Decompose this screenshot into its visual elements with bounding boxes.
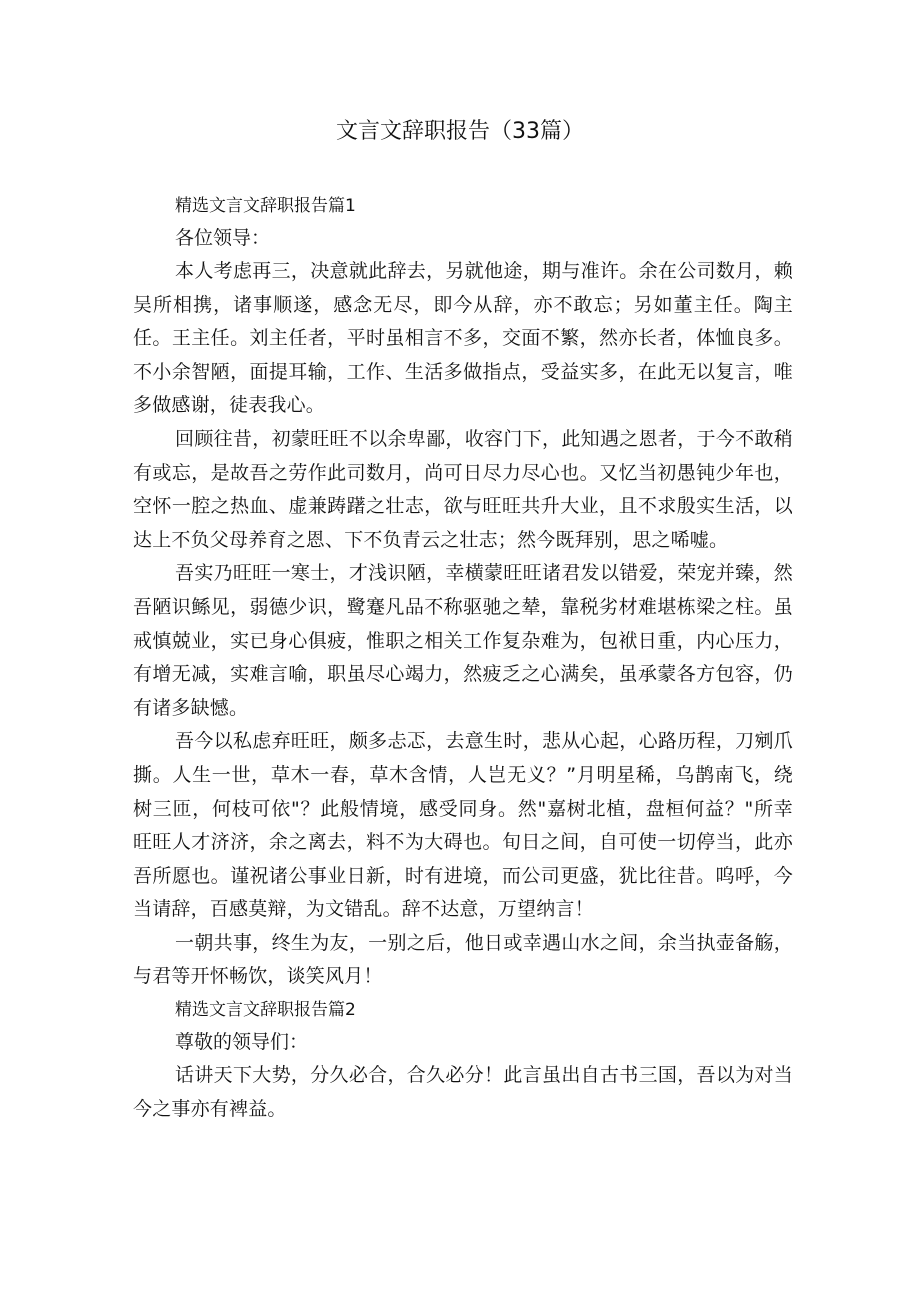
paragraph: 本人考虑再三，决意就此辞去，另就他途，期与准许。余在公司数月，赖吴所相携，诸事顺遂，感念无尽，即今从辞，亦不敢忘；另如董主任。陶主任。王主任。刘主任者，平时虽相言不多，交面不繁，然亦长者，体恤良多。不小余智陋，面提耳输，工作、生活多做指点，受益实多，在此无以复言，唯多做感谢，徒表我心。 (133, 260, 793, 417)
paragraph: 吾实乃旺旺一寒士，才浅识陋，幸横蒙旺旺诸君发以错爱，荣宠并臻，然吾陋识鲧见，弱德少识，鹭蹇凡品不称驱驰之辇，靠税劣材难堪栋梁之柱。虽戒慎兢业，实已身心俱疲，惟职之相关工作复杂难为，包袱日重，内心压力，有增无减，实难言喻，职虽尽心竭力，然疲乏之心满矣，虽承蒙各方包容，仍有诸多缺憾。 (133, 562, 793, 719)
paragraph: 回顾往昔，初蒙旺旺不以余卑鄙，收容门下，此知遇之恩者，于今不敢稍有或忘，是故吾之劳作此司数月，尚可日尽力尽心也。又忆当初愚钝少年也，空怀一腔之热血、虚兼踌躇之壮志，欲与旺旺共升大业，且不求殷实生活，以达上不负父母养育之恩、下不负青云之壮志；然今既拜别，思之唏嘘。 (133, 427, 793, 551)
section-heading: 精选文言文辞职报告篇1 (175, 196, 356, 216)
section-2 (133, 994, 793, 1126)
section-1 (133, 190, 793, 994)
paragraph: 吾今以私虑弃旺旺，颇多忐忑，去意生时，悲从心起，心路历程，刀剜爪撕。人生一世，草木一春，草木含情，人岂无义？”月明星稀，乌鹊南飞，绕树三匝，何枝可依"？此般情境，感受同身。然"嘉树北植，盘桓何益？"所幸旺旺人才济济，余之离去，料不为大碍也。旬日之间，自可使一切停当，此亦吾所愿也。谨祝诸公事业日新，时有进境，而公司更盛，犹比往昔。呜呼，今当请辞，百感莫辩，为文错乱。辞不达意，万望纳言！ (133, 730, 793, 921)
document-body (133, 190, 793, 1126)
paragraph: 一朝共事，终生为友，一别之后，他日或幸遇山水之间，余当执壶备觞，与君等开怀畅饮，谈笑风月！ (133, 931, 793, 988)
document-title: 文言文辞职报告（33篇） (336, 119, 584, 144)
section-heading: 精选文言文辞职报告篇2 (175, 1000, 356, 1021)
salutation: 各位领导： (175, 227, 271, 249)
paragraph: 话讲天下大势，分久必合，合久必分！此言虽出自古书三国，吾以为对当今之事亦有裨益。 (133, 1064, 793, 1120)
salutation: 尊敬的领导们： (175, 1031, 309, 1054)
